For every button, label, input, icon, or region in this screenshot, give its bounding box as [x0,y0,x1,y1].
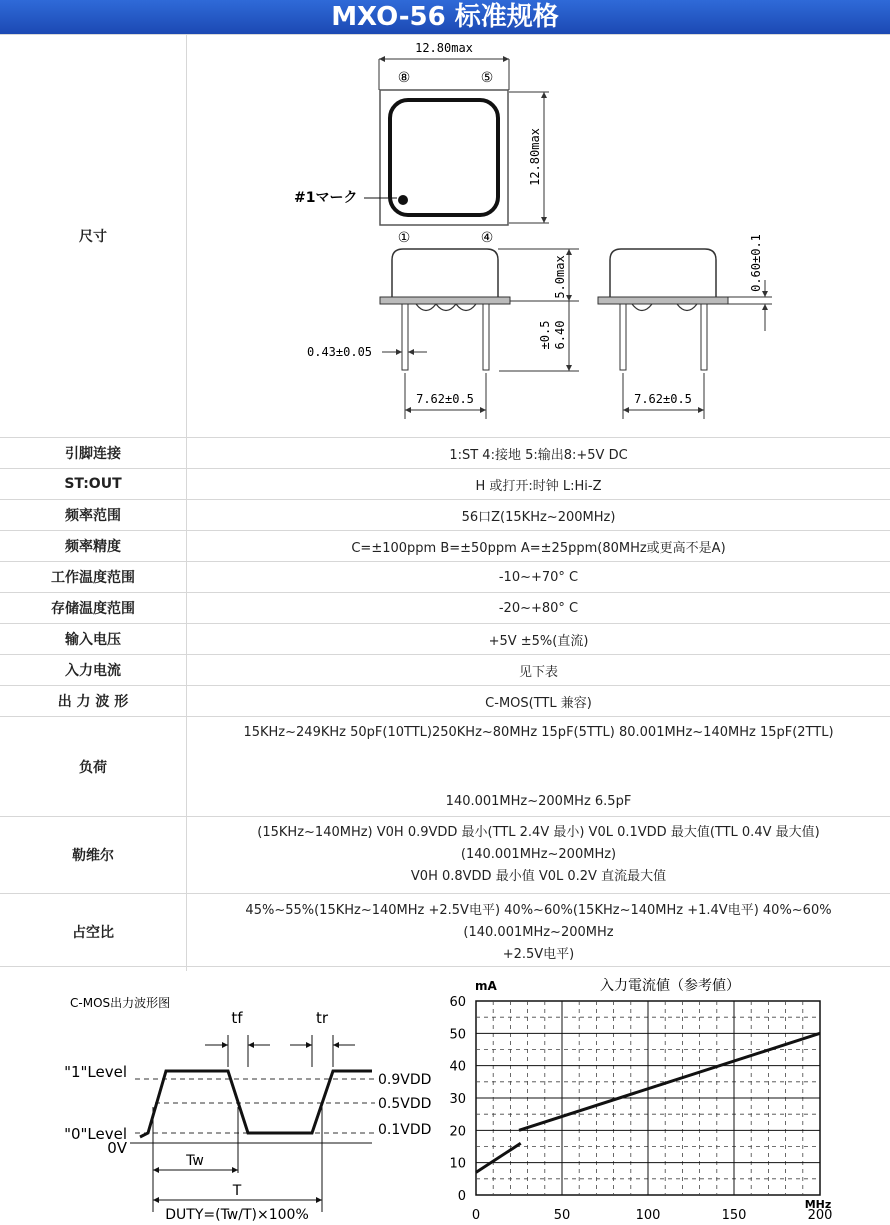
x-tick-label: 100 [636,1208,661,1223]
bottom-figures [0,966,890,1225]
series-line-1 [476,1143,521,1172]
table-row [0,686,890,717]
spec-label: 出 力 波 形 [0,686,187,717]
waveform-title: C-MOS出力波形图 [70,995,170,1010]
spec-label: ST:OUT [0,469,187,500]
tf-label: tf [231,1009,243,1027]
table-row [0,655,890,686]
level-line-3: V0H 0.8VDD 最小值 V0L 0.2V 直流最大值 [187,866,890,888]
duty-line-2: +2.5V电平) [187,944,890,966]
spec-value: -10~+70° C [187,562,890,593]
table-row [0,500,890,531]
table-row [0,717,890,817]
pitch-dim-left: 7.62±0.5 [416,392,474,406]
duty-formula: DUTY=(Tw/T)×100% [165,1207,309,1223]
spec-label: 尺寸 [0,35,187,438]
level0-label: "0"Level [64,1125,127,1143]
spec-value: -20~+80° C [187,593,890,624]
table-row [0,624,890,655]
spec-value: 1:ST 4:接地 5:输出8:+5V DC [187,438,890,469]
spec-label: 勒维尔 [0,817,187,894]
y-tick-label: 10 [449,1157,466,1172]
spec-value: +5V ±5%(直流) [187,624,890,655]
pin-diameter-dim: 0.43±0.05 [307,345,372,359]
pin1-mark-dot [398,195,408,205]
table-row [0,894,890,971]
level-line-2: (140.001MHz~200MHz) [187,844,890,866]
x-tick-label: 200 [808,1208,833,1223]
height-dim: 12.80max [528,128,542,186]
pin4-label: ④ [481,230,494,246]
y-tick-label: 0 [458,1189,466,1204]
dimension-drawing [187,35,890,433]
x-tick-label: 50 [554,1208,571,1223]
spec-value [187,717,890,817]
v05-label: 0.5VDD [378,1096,431,1112]
level-line-1: (15KHz~140MHz) V0H 0.9VDD 最小(TTL 2.4V 最小) V0L 0.1VDD 最大值(TTL 0.4V 最大值) [187,822,890,844]
table-row [0,469,890,500]
spec-label: 入力电流 [0,655,187,686]
v09-label: 0.9VDD [378,1072,431,1088]
pin8-label: ⑧ [398,70,411,86]
chart-xlabel: MHz [805,1198,832,1211]
t-label: T [232,1183,242,1199]
chart-ylabel: mA [475,979,498,993]
tw-label: Tw [185,1153,204,1169]
level1-label: "1"Level [64,1063,127,1081]
pin1-mark-label: #1マーク [294,190,357,206]
spec-label: 频率精度 [0,531,187,562]
spec-value [187,894,890,971]
page-title: MXO-56 标准规格 [0,0,890,34]
zero-volt-label: 0V [107,1139,128,1157]
table-row [0,531,890,562]
y-tick-label: 50 [449,1027,466,1042]
current-chart [440,967,890,1225]
spec-value: 见下表 [187,655,890,686]
spec-table [0,34,890,971]
chart-title: 入力電流値（参考値） [600,977,740,994]
spec-value: H 或打开:时钟 L:Hi-Z [187,469,890,500]
pin-length-tol: ±0.5 [538,321,552,350]
table-row [0,562,890,593]
pin5-label: ⑤ [481,70,494,86]
load-line-2: 140.001MHz~200MHz 6.5pF [187,794,890,809]
load-line-1: 15KHz~249KHz 50pF(10TTL)250KHz~80MHz 15pF(5TTL) 80.001MHz~140MHz 15pF(2TTL) [187,725,890,740]
spec-value [187,817,890,894]
spec-label: 占空比 [0,894,187,971]
spec-value: 56口Z(15KHz~200MHz) [187,500,890,531]
spec-label: 输入电压 [0,624,187,655]
spec-value: C-MOS(TTL 兼容) [187,686,890,717]
spec-label: 引脚连接 [0,438,187,469]
spec-label: 存储温度范围 [0,593,187,624]
body-height-dim: 5.0max [553,255,567,298]
x-tick-label: 150 [722,1208,747,1223]
v01-label: 0.1VDD [378,1122,431,1138]
y-tick-label: 20 [449,1124,466,1139]
tr-label: tr [316,1009,329,1027]
pin1-label: ① [398,230,411,246]
spec-label: 负荷 [0,717,187,817]
duty-line-1: 45%~55%(15KHz~140MHz +2.5V电平) 40%~60%(15KHz~140MHz +1.4V电平) 40%~60%(140.001MHz~200MHz [187,900,890,944]
spec-label: 工作温度范围 [0,562,187,593]
dimension-drawing-cell [187,35,890,438]
y-tick-label: 40 [449,1060,466,1075]
pin-length-dim: 6.40 [553,321,567,350]
table-row [0,593,890,624]
waveform-diagram [0,967,440,1225]
pitch-dim-right: 7.62±0.5 [634,392,692,406]
table-row [0,817,890,894]
spec-value: C=±100ppm B=±50ppm A=±25ppm(80MHz或更高不是A) [187,531,890,562]
y-tick-label: 30 [449,1092,466,1107]
x-tick-label: 0 [472,1208,480,1223]
table-row [0,35,890,438]
y-tick-label: 60 [449,995,466,1010]
spec-label: 频率范围 [0,500,187,531]
width-dim: 12.80max [415,41,473,55]
table-row [0,438,890,469]
standoff-dim: 0.60±0.1 [749,234,763,292]
